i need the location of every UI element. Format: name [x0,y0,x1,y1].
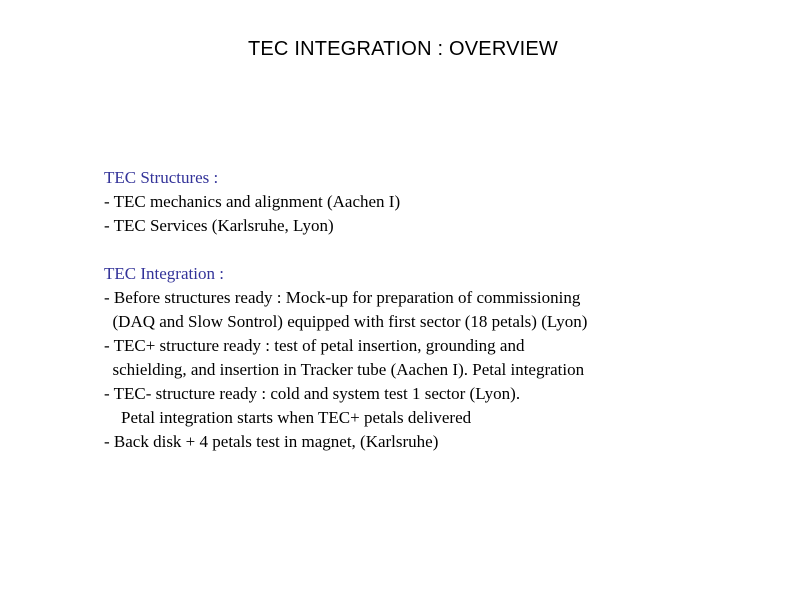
integration-line: - TEC- structure ready : cold and system test 1 sector (Lyon). [104,384,521,403]
integration-line: - TEC+ structure ready : test of petal insertion, grounding and [104,336,525,355]
integration-line: - Back disk + 4 petals test in magnet, (Karlsruhe) [104,432,439,451]
structures-item: - TEC Services (Karlsruhe, Lyon) [104,216,334,235]
slide-body [104,166,744,454]
integration-line: schielding, and insertion in Tracker tube (Aachen I). Petal integration [104,360,585,379]
slide-title: TEC INTEGRATION : OVERVIEW [247,38,559,60]
integration-line: Petal integration starts when TEC+ petals delivered [104,408,472,427]
integration-heading: TEC Integration : [104,264,224,283]
structures-item: - TEC mechanics and alignment (Aachen I) [104,192,401,211]
structures-heading: TEC Structures : [104,168,219,187]
integration-line: - Before structures ready : Mock-up for preparation of commissioning [104,288,581,307]
integration-line: (DAQ and Slow Sontrol) equipped with first sector (18 petals) (Lyon) [104,312,588,331]
section-spacer [104,238,744,262]
